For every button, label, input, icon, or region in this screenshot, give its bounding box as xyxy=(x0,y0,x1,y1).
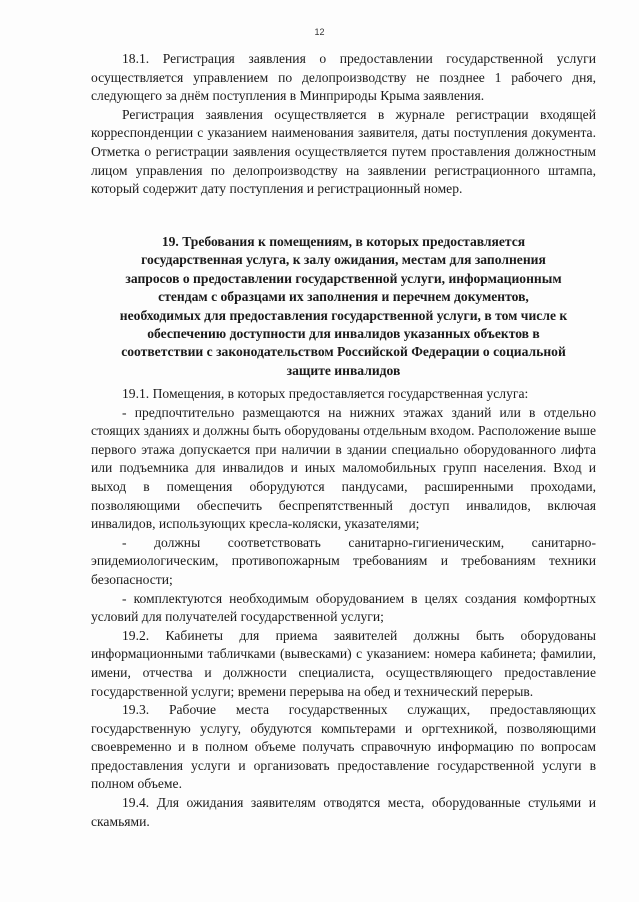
paragraph-18-1: 18.1. Регистрация заявления о предоставлении государственной услуги осуществляется управлением по делопроизводству не позднее 1 рабочего дня, следующего за днём поступления в Минприроды Крыма заявления. xyxy=(91,51,596,104)
paragraph-19-1: 19.1. Помещения, в которых предоставляется государственная услуга: xyxy=(122,386,529,401)
heading-line: стендам с образцами их заполнения и перечнем документов, xyxy=(158,289,529,305)
paragraph-19-4: 19.4. Для ожидания заявителям отводятся места, оборудованные стульями и скамьями. xyxy=(91,795,596,829)
heading-line: соответствии с законодательством Российской Федерации о социальной xyxy=(121,344,566,360)
heading-line: защите инвалидов xyxy=(286,362,401,378)
paragraph-19-2: 19.2. Кабинеты для приема заявителей должны быть оборудованы информационными табличками (вывесками) с указанием: номера кабинета; фамилии, имени, отчества и должности специалиста, осуществляющего предоставление государственной услуги; времени перерыва на обед и технический перерыв. xyxy=(91,627,596,699)
heading-line: необходимых для предоставления государственной услуги, в том числе к xyxy=(119,307,568,323)
heading-line: обеспечению доступности для инвалидов указанных объектов в xyxy=(147,326,540,342)
heading-line: запросов о предоставлении государственной услуги, информационным xyxy=(125,270,562,286)
page-number: 12 xyxy=(314,27,325,37)
list-item-sanitary: - должны соответствовать санитарно-гигиеническим, санитарно-эпидемиологическим, противопожарным требованиям и требованиям техники безопасности; xyxy=(91,534,596,587)
list-item-location: - предпочтительно размещаются на нижних этажах зданий или в отдельно стоящих зданиях и должны быть оборудованы отдельным входом. Расположение выше первого этажа допускается при наличии в здании специально оборудованного лифта или подъемника для инвалидов и иных маломобильных групп населения. Вход и выход в помещения оборудуются пандусами, расширенными проходами, позволяющими обеспечить беспрепятственный доступ инвалидов, включая инвалидов, использующих кресла-коляски, указателями; xyxy=(91,404,596,532)
premises-requirements-section xyxy=(91,385,596,831)
registration-section xyxy=(91,50,596,199)
heading-line: государственная услуга, к залу ожидания, местам для заполнения xyxy=(141,252,546,268)
paragraph-registration-details: Регистрация заявления осуществляется в журнале регистрации входящей корреспонденции с указанием наименования заявителя, даты поступления документа. Отметка о регистрации заявления осуществляется путем проставления должностным лицом управления по делопроизводству на заявлении регистрационного штампа, который содержит дату поступления и регистрационный номер. xyxy=(91,106,596,197)
section-19-heading xyxy=(91,233,596,380)
paragraph-19-3: 19.3. Рабочие места государственных служащих, предоставляющих государственную услугу, обудуются компьтерами и оргтехникой, позволяющими своевременно и в полном объеме получать справочную информацию по вопросам предоставления услуги и организовать предоставление государственной услуги в полном объеме. xyxy=(91,702,596,792)
heading-line: 19. Требования к помещениям, в которых предоставляется xyxy=(161,234,526,249)
list-item-equipment: - комплектуются необходимым оборудованием в целях создания комфортных условий для получателей государственной услуги; xyxy=(91,590,596,625)
